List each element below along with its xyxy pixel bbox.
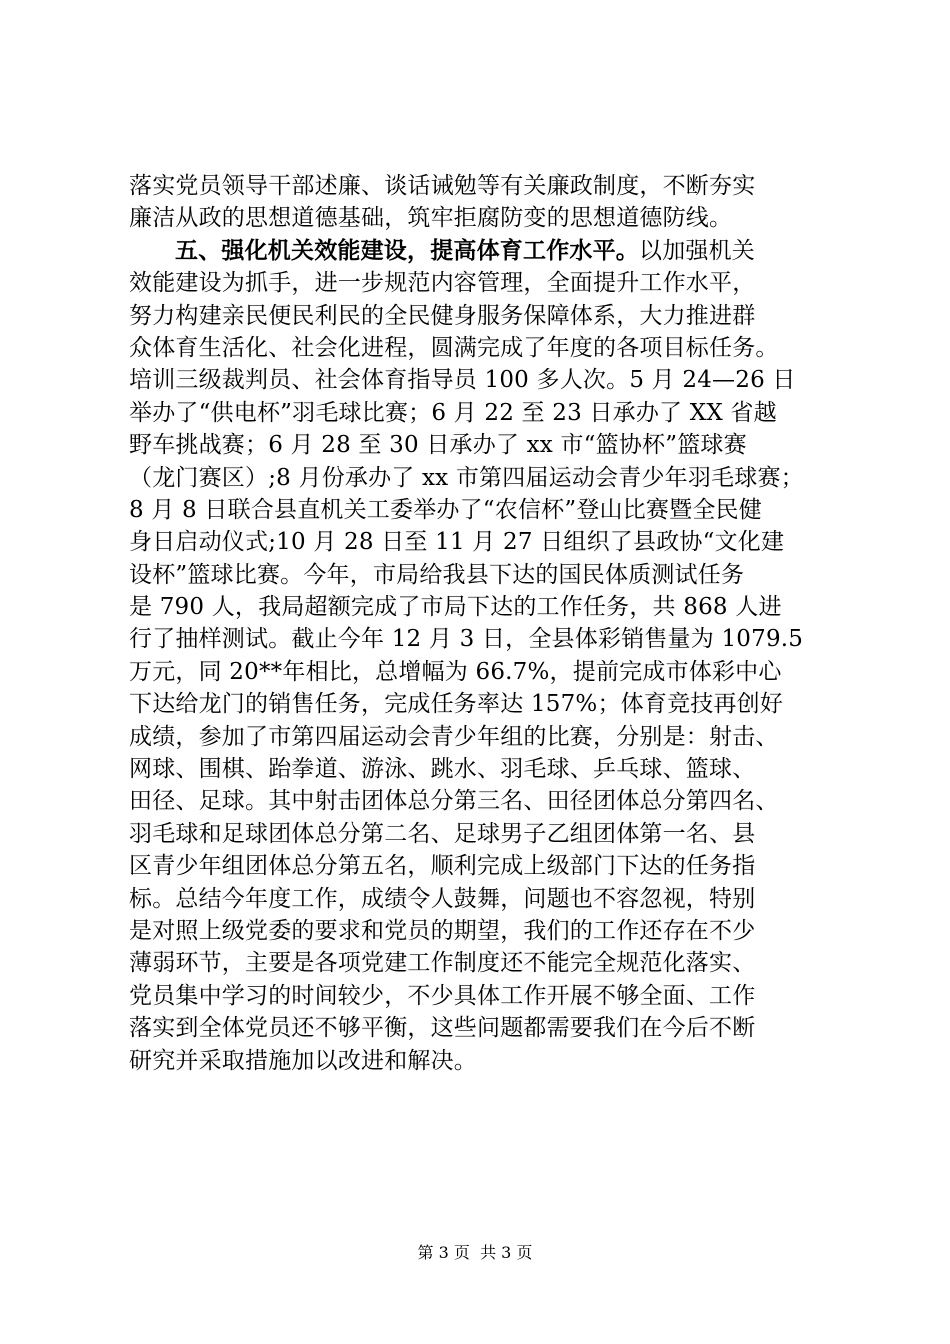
text-line: 标。总结今年度工作，成绩令人鼓舞，问题也不容忽视，特别	[129, 885, 756, 912]
text-line: 薄弱环节，主要是各项党建工作制度还不能完全规范化落实、	[129, 950, 756, 977]
text-line: 落实到全体党员还不够平衡，这些问题都需要我们在今后不断	[129, 1015, 756, 1042]
text-line: 举办了“供电杯”羽毛球比赛；6 月 22 至 23 日承办了 XX 省越	[129, 399, 777, 426]
text-line: 是 790 人，我局超额完成了市局下达的工作任务，共 868 人进	[129, 594, 782, 621]
text-line: 成绩，参加了市第四届运动会青少年组的比赛，分别是：射击、	[129, 723, 779, 750]
text-line: 万元，同 20**年相比，总增幅为 66.7%，提前完成市体彩中心	[129, 658, 782, 685]
text-line: 努力构建亲民便民利民的全民健身服务保障体系，大力推进群	[129, 302, 756, 329]
text-line: 田径、足球。其中射击团体总分第三名、田径团体总分第四名、	[129, 788, 779, 815]
document-body	[129, 170, 825, 1077]
text-line: 下达给龙门的销售任务，完成任务率达 157%；体育竞技再创好	[129, 691, 784, 718]
text-line: 党员集中学习的时间较少，不少具体工作开展不够全面、工作	[129, 982, 756, 1009]
page-footer	[0, 1243, 950, 1263]
text-line: 落实党员领导干部述廉、谈话诫勉等有关廉政制度，不断夯实	[129, 173, 756, 199]
text-line: 身日启动仪式;10 月 28 日至 11 月 27 日组织了县政协“文化建	[129, 529, 785, 556]
text-line: 8 月 8 日联合县直机关工委举办了“农信杯”登山比赛暨全民健	[129, 496, 762, 523]
text-line: 众体育生活化、社会化进程，圆满完成了年度的各项目标任务。	[129, 334, 779, 361]
text-line: 网球、围棋、跆拳道、游泳、跳水、羽毛球、乒乓球、篮球、	[129, 756, 756, 783]
section-heading: 五、强化机关效能建设，提高体育工作水平。	[175, 236, 639, 264]
text-line-continuation: 以加强机关	[639, 237, 755, 264]
text-line: 是对照上级党委的要求和党员的期望，我们的工作还存在不少	[129, 917, 756, 944]
text-line: 区青少年组团体总分第五名，顺利完成上级部门下达的任务指	[129, 853, 756, 880]
text-line: 设杯”篮球比赛。今年，市局给我县下达的国民体质测试任务	[129, 561, 745, 588]
text-line: 效能建设为抓手，进一步规范内容管理，全面提升工作水平，	[129, 270, 756, 297]
section-heading-line	[129, 235, 825, 267]
text-line: （龙门赛区）;8 月份承办了 xx 市第四届运动会青少年羽毛球赛；	[129, 464, 804, 491]
text-line: 野车挑战赛；6 月 28 至 30 日承办了 xx 市“篮协杯”篮球赛	[129, 432, 747, 459]
text-line: 廉洁从政的思想道德基础，筑牢拒腐防变的思想道德防线。	[129, 205, 733, 232]
text-line: 羽毛球和足球团体总分第二名、足球男子乙组团体第一名、县	[129, 820, 756, 847]
text-line: 研究并采取措施加以改进和解决。	[129, 1047, 477, 1074]
text-line: 行了抽样测试。截止今年 12 月 3 日，全县体彩销售量为 1079.5	[129, 626, 804, 653]
text-line: 培训三级裁判员、社会体育指导员 100 多人次。5 月 24—26 日	[129, 367, 796, 394]
page-number-label: 第 3 页 共 3 页	[417, 1243, 533, 1262]
